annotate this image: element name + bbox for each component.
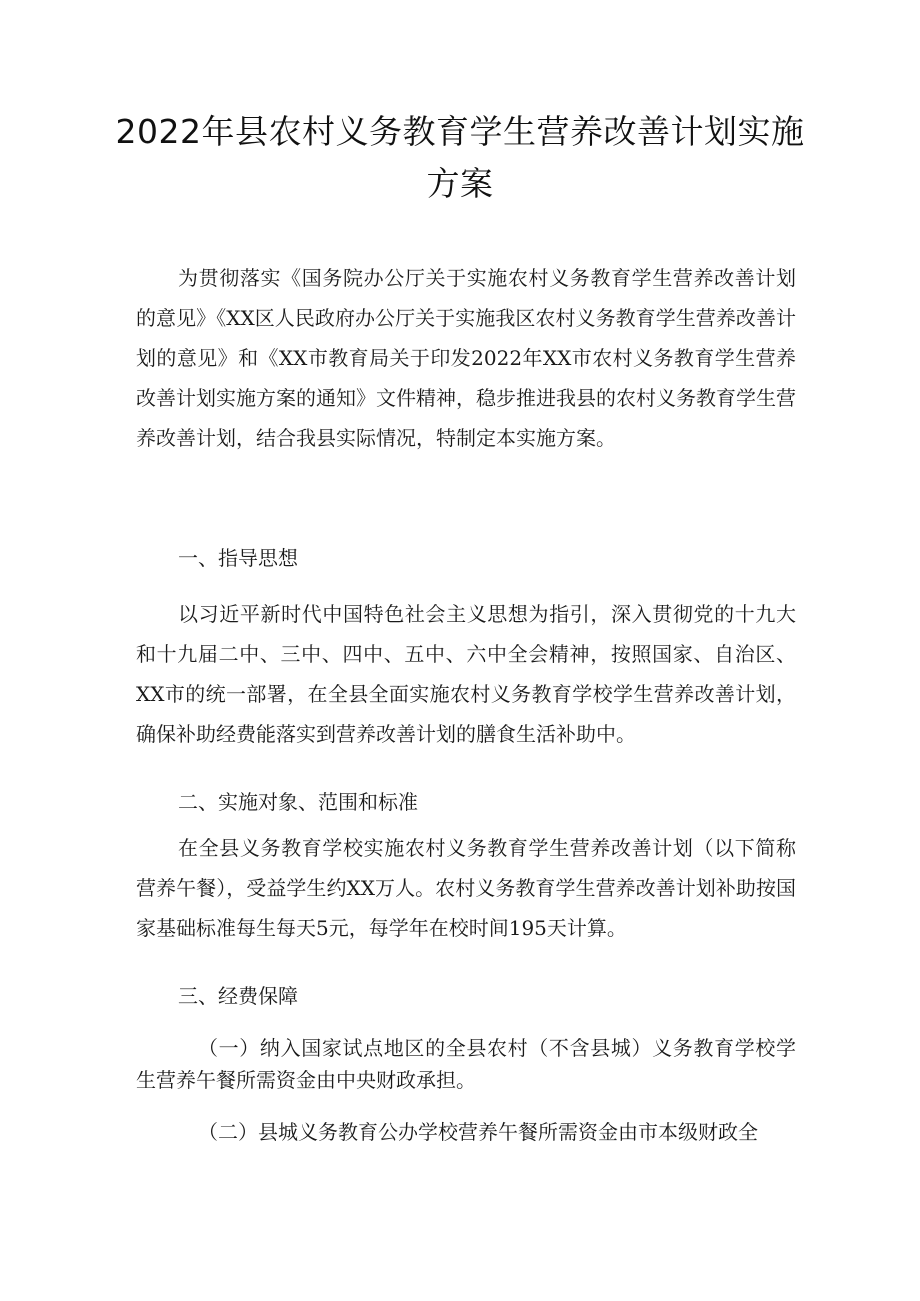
scope-standard-paragraph: 在全县义务教育学校实施农村义务教育学生营养改善计划（以下简称营养午餐），受益学生约XX万人。农村义务教育学生营养改善计划补助按国家基础标准每生每天5元，每学年在校时间195天计算。 [136,836,796,940]
section-heading-guiding-ideology: 一、指导思想 [178,546,298,570]
document-title: 2022年县农村义务教育学生营养改善计划实施方案 [115,112,805,203]
funding-item-2: （二）县城义务教育公办学校营养午餐所需资金由市本级财政全 [198,1120,758,1144]
section-heading-funding: 三、经费保障 [178,984,298,1008]
intro-paragraph: 为贯彻落实《国务院办公厅关于实施农村义务教育学生营养改善计划的意见》《XX区人民政府办公厅关于实施我区农村义务教育学生营养改善计划的意见》和《XX市教育局关于印发2022年XX市农村义务教育学生营养改善计划实施方案的通知》文件精神，稳步推进我县的农村义务教育学生营养改善计划，结合我县实际情况，特制定本实施方案。 [136,266,796,450]
section-heading-scope-standard: 二、实施对象、范围和标准 [178,790,418,814]
guiding-ideology-paragraph: 以习近平新时代中国特色社会主义思想为指引，深入贯彻党的十九大和十九届二中、三中、四中、五中、六中全会精神，按照国家、自治区、XX市的统一部署，在全县全面实施农村义务教育学校学生营养改善计划，确保补助经费能落实到营养改善计划的膳食生活补助中。 [136,602,796,746]
funding-item-1: （一）纳入国家试点地区的全县农村（不含县城）义务教育学校学生营养午餐所需资金由中央财政承担。 [136,1036,796,1092]
